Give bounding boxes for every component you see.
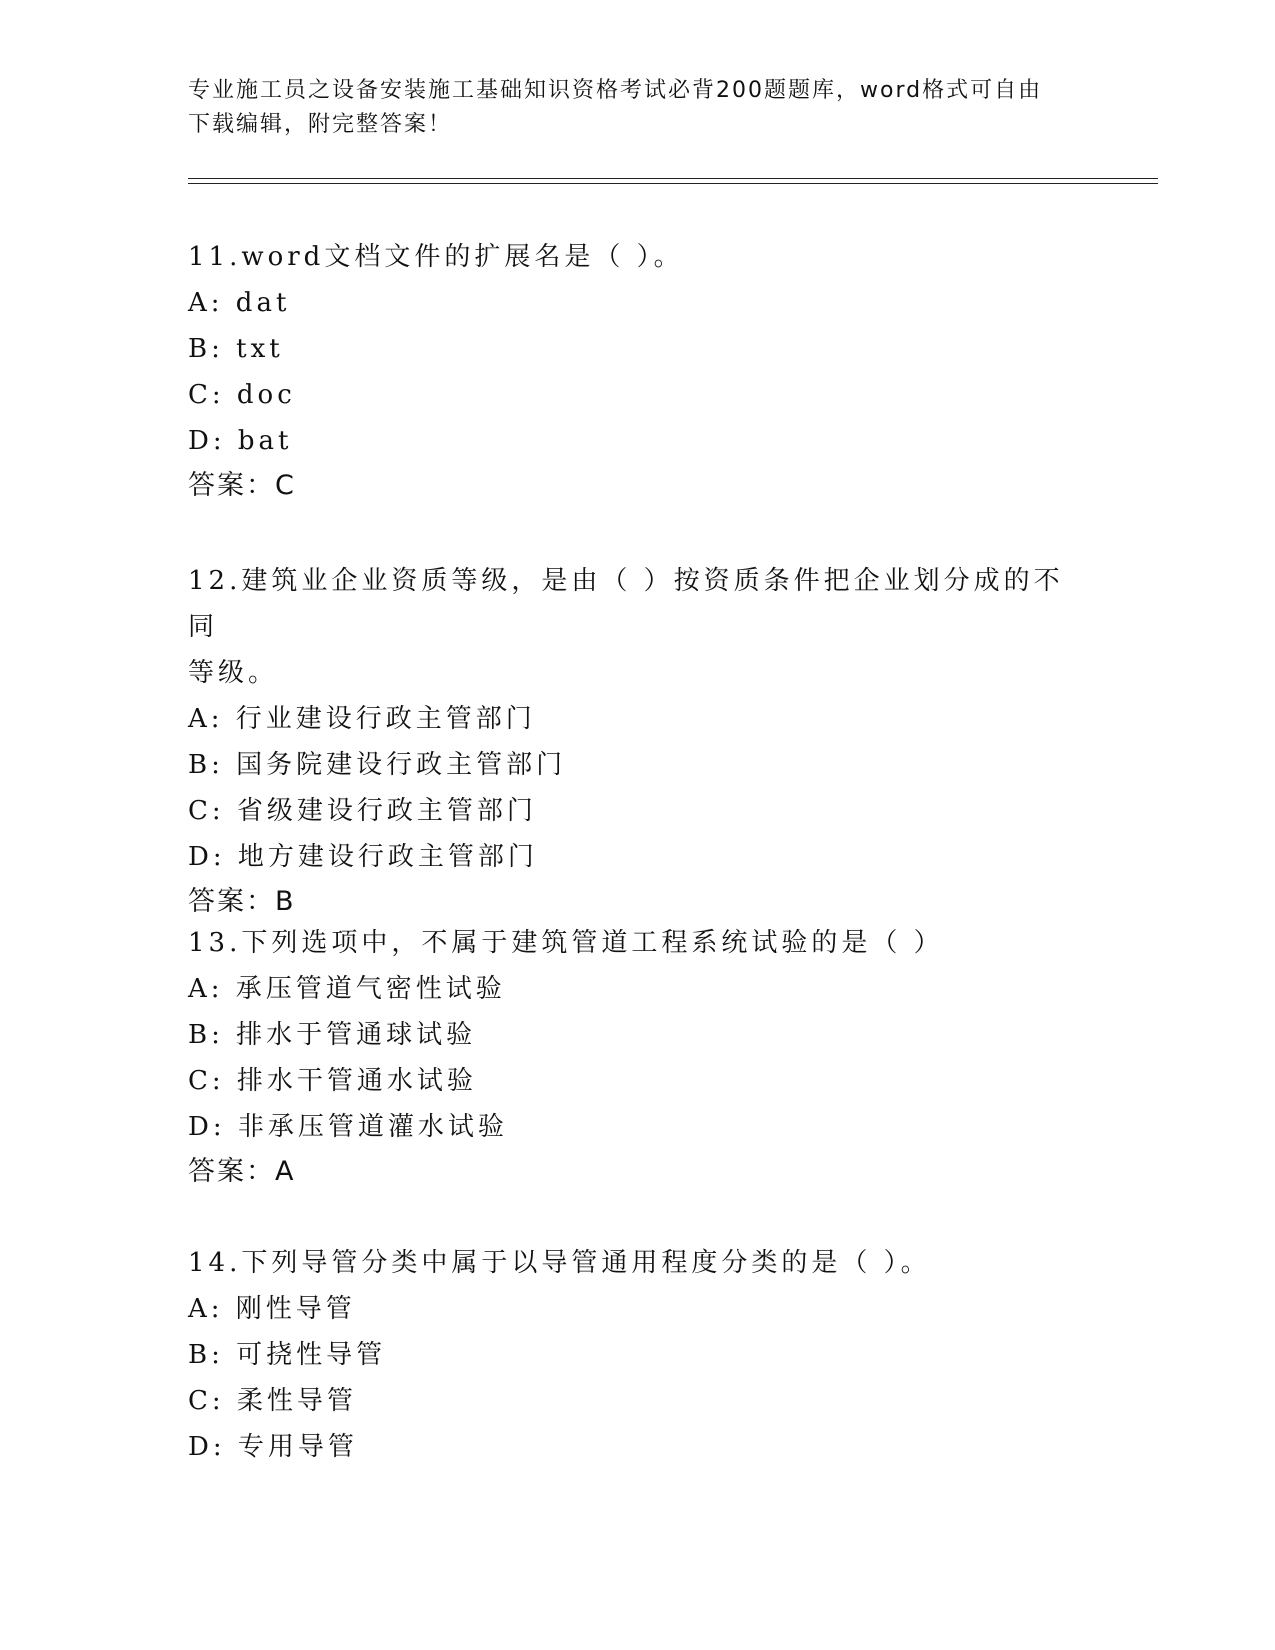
option-a: A: dat xyxy=(188,288,291,318)
question-stem: 11.word文档文件的扩展名是（ ）。 xyxy=(188,242,684,272)
option-b: B: txt xyxy=(188,334,284,364)
option-c: C: 柔性导管 xyxy=(188,1386,357,1416)
question-stem: 13.下列选项中，不属于建筑管道工程系统试验的是（ ） xyxy=(188,928,944,958)
header-line-1: 专业施工员之设备安装施工基础知识资格考试必背200题题库，word格式可自由 xyxy=(188,78,1043,103)
header-divider-bottom xyxy=(188,183,1158,184)
question-11 xyxy=(188,234,1088,508)
option-d: D: 地方建设行政主管部门 xyxy=(188,842,538,872)
option-d: D: 专用导管 xyxy=(188,1432,358,1462)
option-a: A: 承压管道气密性试验 xyxy=(188,974,506,1004)
option-b: B: 国务院建设行政主管部门 xyxy=(188,750,567,780)
question-14 xyxy=(188,1240,1088,1470)
answer: 答案：A xyxy=(188,1156,296,1187)
question-stem: 12.建筑业企业资质等级，是由（ ）按资质条件把企业划分成的不同 xyxy=(188,566,1064,642)
document-header xyxy=(188,74,1088,142)
answer: 答案：B xyxy=(188,886,296,917)
option-c: C: 省级建设行政主管部门 xyxy=(188,796,537,826)
option-c: C: doc xyxy=(188,380,296,410)
answer: 答案：C xyxy=(188,470,296,501)
option-d: D: bat xyxy=(188,426,293,456)
option-b: B: 排水于管通球试验 xyxy=(188,1020,477,1050)
option-c: C: 排水干管通水试验 xyxy=(188,1066,477,1096)
option-a: A: 行业建设行政主管部门 xyxy=(188,704,536,734)
option-d: D: 非承压管道灌水试验 xyxy=(188,1112,508,1142)
question-12 xyxy=(188,558,1088,924)
header-line-2: 下载编辑，附完整答案！ xyxy=(188,112,453,137)
question-stem: 14.下列导管分类中属于以导管通用程度分类的是（ ）。 xyxy=(188,1248,931,1278)
question-stem-continued: 等级。 xyxy=(188,658,279,688)
header-divider-top xyxy=(188,178,1158,179)
option-a: A: 刚性导管 xyxy=(188,1294,356,1324)
question-13 xyxy=(188,920,1088,1194)
option-b: B: 可挠性导管 xyxy=(188,1340,387,1370)
